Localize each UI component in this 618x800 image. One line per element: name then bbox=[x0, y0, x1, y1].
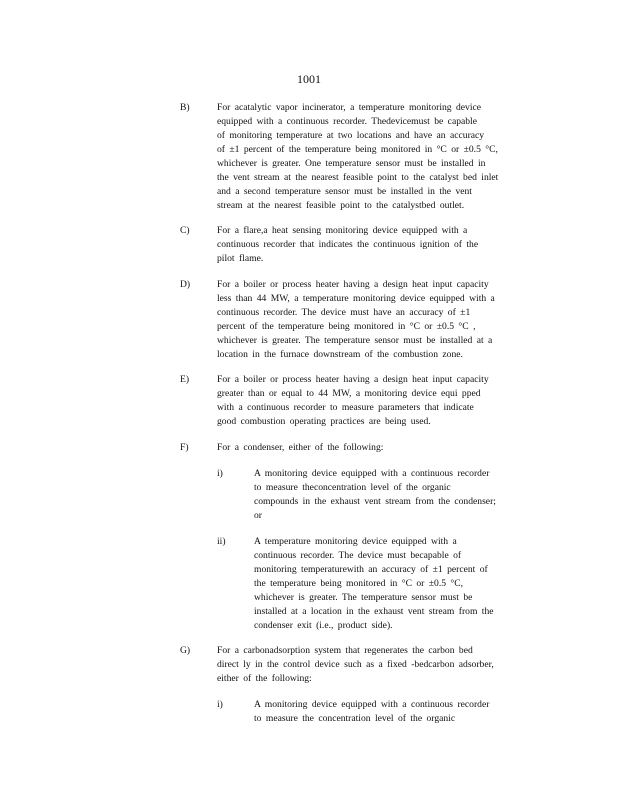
text-line: of monitoring temperature at two locations and have an accuracy bbox=[217, 130, 485, 141]
text-line: continuous recorder that indicates the continuous ignition of the bbox=[217, 239, 479, 250]
text-line: For a boiler or process heater having a design heat input capacity bbox=[217, 374, 489, 385]
item-label: C) bbox=[180, 225, 190, 236]
subitem-label: i) bbox=[217, 468, 223, 479]
text-line: installed at a location in the exhaust vent stream from the bbox=[254, 606, 494, 617]
text-line: stream at the nearest feasible point to the catalystbed outlet. bbox=[217, 200, 465, 211]
text-line: For a flare,a heat sensing monitoring device equipped with a bbox=[217, 225, 468, 236]
text-line: A temperature monitoring device equipped with a bbox=[254, 536, 457, 547]
page-number: 1001 bbox=[297, 72, 321, 86]
text-line: whichever is greater. One temperature sensor must be installed in bbox=[217, 158, 486, 169]
text-line: location in the furnace downstream of the combustion zone. bbox=[217, 349, 463, 360]
text-line: the temperature being monitored in °C or ±0.5 °C, bbox=[254, 578, 464, 589]
text-line: with a continuous recorder to measure parameters that indicate bbox=[217, 402, 474, 413]
text-line: compounds in the exhaust vent stream from the condenser; bbox=[254, 496, 496, 507]
text-line: to measure theconcentration level of the organic bbox=[254, 482, 451, 493]
text-line: percent of the temperature being monitored in °C or ±0.5 °C , bbox=[217, 321, 476, 332]
text-line: For a carbonadsorption system that regenerates the carbon bed bbox=[217, 645, 473, 656]
item-text bbox=[217, 101, 557, 213]
text-line: of ±1 percent of the temperature being monitored in °C or ±0.5 °C, bbox=[217, 144, 498, 155]
text-line: greater than or equal to 44 MW, a monitoring device equi pped bbox=[217, 388, 481, 399]
text-line: For acatalytic vapor incinerator, a temperature monitoring device bbox=[217, 102, 482, 113]
subitem-text bbox=[254, 698, 554, 726]
text-line: pilot flame. bbox=[217, 253, 264, 264]
item-label: E) bbox=[180, 374, 190, 385]
text-line: condenser exit (i.e., product side). bbox=[254, 620, 393, 631]
item-label: G) bbox=[180, 645, 191, 656]
text-line: continuous recorder. The device must have an accuracy of ±1 bbox=[217, 307, 471, 318]
text-line: and a second temperature sensor must be installed in the vent bbox=[217, 186, 472, 197]
text-line: A monitoring device equipped with a continuous recorder bbox=[254, 699, 490, 710]
text-line: good combustion operating practices are being used. bbox=[217, 416, 431, 427]
text-line: less than 44 MW, a temperature monitoring device equipped with a bbox=[217, 293, 495, 304]
subitem-text bbox=[254, 467, 554, 523]
text-line: whichever is greater. The temperature sensor must be bbox=[254, 592, 473, 603]
text-line: or bbox=[254, 510, 262, 521]
item-text bbox=[217, 373, 557, 429]
text-line: either of the following: bbox=[217, 673, 312, 684]
text-line: to measure the concentration level of the organic bbox=[254, 713, 456, 724]
item-text bbox=[217, 278, 557, 362]
subitem-label: i) bbox=[217, 699, 223, 710]
item-text bbox=[217, 644, 557, 686]
text-line: direct ly in the control device such as a fixed -bedcarbon adsorber, bbox=[217, 659, 494, 670]
text-line: equipped with a continuous recorder. Thedevicemust be capable bbox=[217, 116, 477, 127]
text-line: whichever is greater. The temperature sensor must be installed at a bbox=[217, 335, 493, 346]
item-label: D) bbox=[180, 279, 191, 290]
item-label: B) bbox=[180, 102, 190, 113]
item-text bbox=[217, 441, 557, 455]
text-line: A monitoring device equipped with a continuous recorder bbox=[254, 468, 490, 479]
text-line: the vent stream at the nearest feasible point to the catalyst bed inlet bbox=[217, 172, 499, 183]
text-line: monitoring temperaturewith an accuracy of ±1 percent of bbox=[254, 564, 488, 575]
subitem-text bbox=[254, 535, 554, 633]
text-line: continuous recorder. The device must becapable of bbox=[254, 550, 462, 561]
item-label: F) bbox=[180, 442, 189, 453]
text-line: For a condenser, either of the following: bbox=[217, 442, 384, 453]
subitem-label: ii) bbox=[217, 536, 226, 547]
item-text bbox=[217, 224, 557, 266]
text-line: For a boiler or process heater having a design heat input capacity bbox=[217, 279, 489, 290]
